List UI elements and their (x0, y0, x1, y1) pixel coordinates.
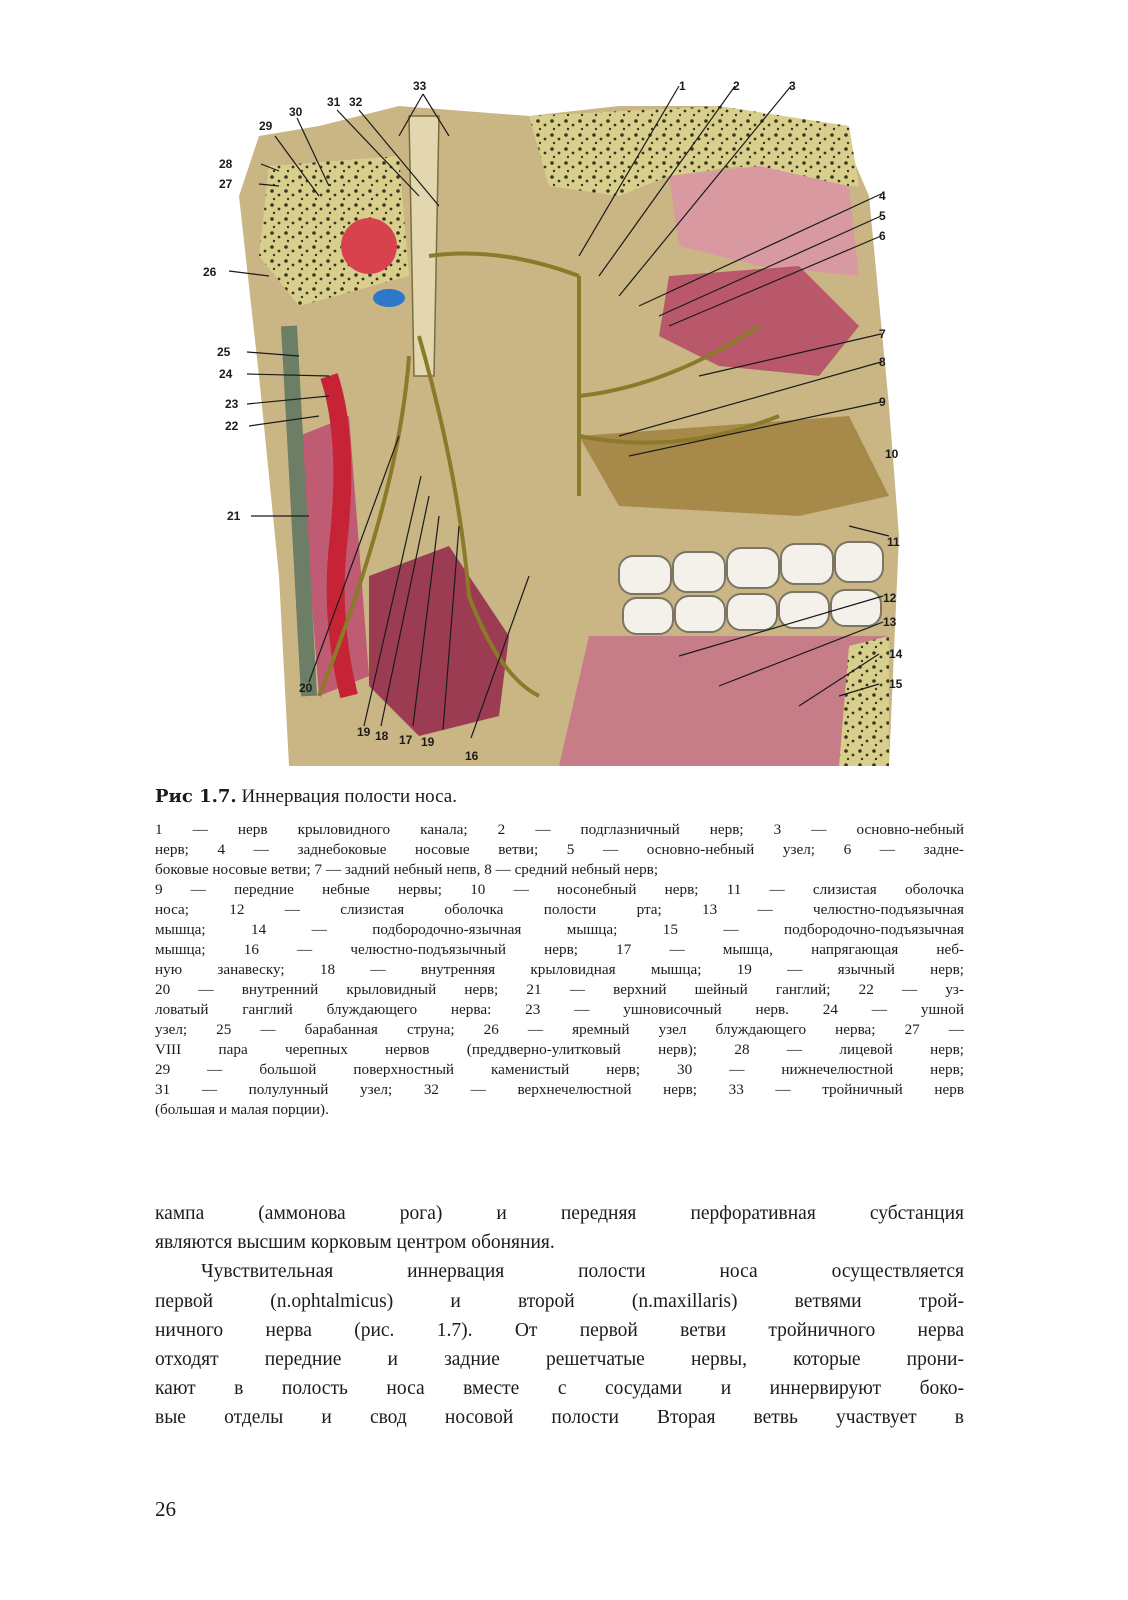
nasal-innervation-illustration (199, 76, 911, 772)
legend-line: (большая и малая порции). (155, 1101, 329, 1118)
body-line: первой (n.ophtalmicus) и второй (n.maxillaris) ветвями трой- (155, 1290, 964, 1312)
figure-caption-title (155, 786, 457, 808)
figure-label-11: 11 (887, 535, 900, 549)
figure-number: Рис 1.7. (155, 786, 237, 807)
body-line: кампа (аммонова рога) и передняя перфоративная субстанция (155, 1203, 964, 1224)
body-line: кают в полость носа вместе с сосудами и иннервируют боко- (155, 1378, 964, 1400)
figure-label-16: 16 (465, 749, 479, 763)
body-line: являются высшим корковым центром обоняния. (155, 1232, 555, 1254)
figure-label-21: 21 (227, 509, 241, 523)
anatomy-figure (199, 76, 911, 772)
body-text (155, 1199, 964, 1433)
legend-line: 20 — внутренний крыловидный нерв; 21 — верхний шейный ганглий; 22 — уз- (155, 981, 964, 998)
figure-label-3: 3 (789, 79, 796, 93)
body-line: вые отделы и свод носовой полости Вторая ветвь участвует в (155, 1407, 964, 1429)
figure-label-14: 14 (889, 647, 903, 661)
figure-legend (155, 820, 964, 1120)
figure-label-25: 25 (217, 345, 231, 359)
figure-label-12: 12 (883, 591, 897, 605)
legend-line: носа; 12 — слизистая оболочка полости рта; 13 — челюстно-подъязычная (155, 901, 964, 918)
figure-label-5: 5 (879, 209, 886, 223)
figure-label-7: 7 (879, 327, 886, 341)
figure-label-6: 6 (879, 229, 886, 243)
figure-label-32: 32 (349, 95, 363, 109)
figure-label-4: 4 (879, 189, 886, 203)
legend-line: ную занавеску; 18 — внутренняя крыловидная мышца; 19 — язычный нерв; (155, 961, 964, 978)
figure-label-10: 10 (885, 447, 899, 461)
legend-line: 29 — большой поверхностный каменистый нерв; 30 — нижнечелюстной нерв; (155, 1061, 964, 1078)
figure-label-20: 20 (299, 681, 313, 695)
body-line: отходят передние и задние решетчатые нервы, которые прони- (155, 1349, 964, 1371)
page-number: 26 (155, 1497, 176, 1521)
figure-label-19b: 19 (421, 735, 435, 749)
figure-label-19a: 19 (357, 725, 371, 739)
figure-title: Иннервация полости носа. (236, 786, 457, 807)
figure-label-9: 9 (879, 395, 886, 409)
legend-line: мышца; 14 — подбородочно-язычная мышца; 15 — подбородочно-подъязычная (155, 921, 964, 938)
figure-label-31: 31 (327, 95, 341, 109)
legend-line: 9 — передние небные нервы; 10 — носонебный нерв; 11 — слизистая оболочка (155, 881, 964, 898)
legend-line: боковые носовые ветви; 7 — задний небный непв, 8 — средний небный нерв; (155, 861, 659, 878)
figure-label-29: 29 (259, 119, 273, 133)
figure-label-13: 13 (883, 615, 897, 629)
figure-label-15: 15 (889, 677, 903, 691)
body-line: ничного нерва (рис. 1.7). От первой ветви тройничного нерва (155, 1319, 964, 1341)
figure-label-18: 18 (375, 729, 389, 743)
figure-label-8: 8 (879, 355, 886, 369)
figure-label-1: 1 (679, 79, 686, 93)
figure-label-28: 28 (219, 157, 233, 171)
legend-line: ловатый ганглий блуждающего нерва: 23 — ушновисочный нерв. 24 — ушной (155, 1001, 964, 1018)
figure-label-26: 26 (203, 265, 217, 279)
figure-label-2: 2 (733, 79, 740, 93)
figure-label-27: 27 (219, 177, 233, 191)
figure-label-33: 33 (413, 79, 427, 93)
figure-label-24: 24 (219, 367, 233, 381)
figure-label-23: 23 (225, 397, 239, 411)
figure-label-22: 22 (225, 419, 239, 433)
legend-line: 31 — полулунный узел; 32 — верхнечелюстной нерв; 33 — тройничный нерв (155, 1081, 964, 1098)
legend-line: мышца; 16 — челюстно-подъязычный нерв; 17 — мышца, напрягающая неб- (155, 941, 964, 958)
legend-line: VIII пара черепных нервов (преддверно-улитковый нерв); 28 — лицевой нерв; (155, 1041, 964, 1058)
figure-label-17: 17 (399, 733, 413, 747)
legend-line: 1 — нерв крыловидного канала; 2 — подглазничный нерв; 3 — основно-небный (155, 821, 964, 838)
legend-line: нерв; 4 — заднебоковые носовые ветви; 5 — основно-небный узел; 6 — задне- (155, 841, 964, 858)
legend-line: узел; 25 — барабанная струна; 26 — яремный узел блуждающего нерва; 27 — (155, 1021, 964, 1038)
figure-label-30: 30 (289, 105, 303, 119)
body-line: Чувствительная иннервация полости носа осуществляется (201, 1261, 964, 1283)
